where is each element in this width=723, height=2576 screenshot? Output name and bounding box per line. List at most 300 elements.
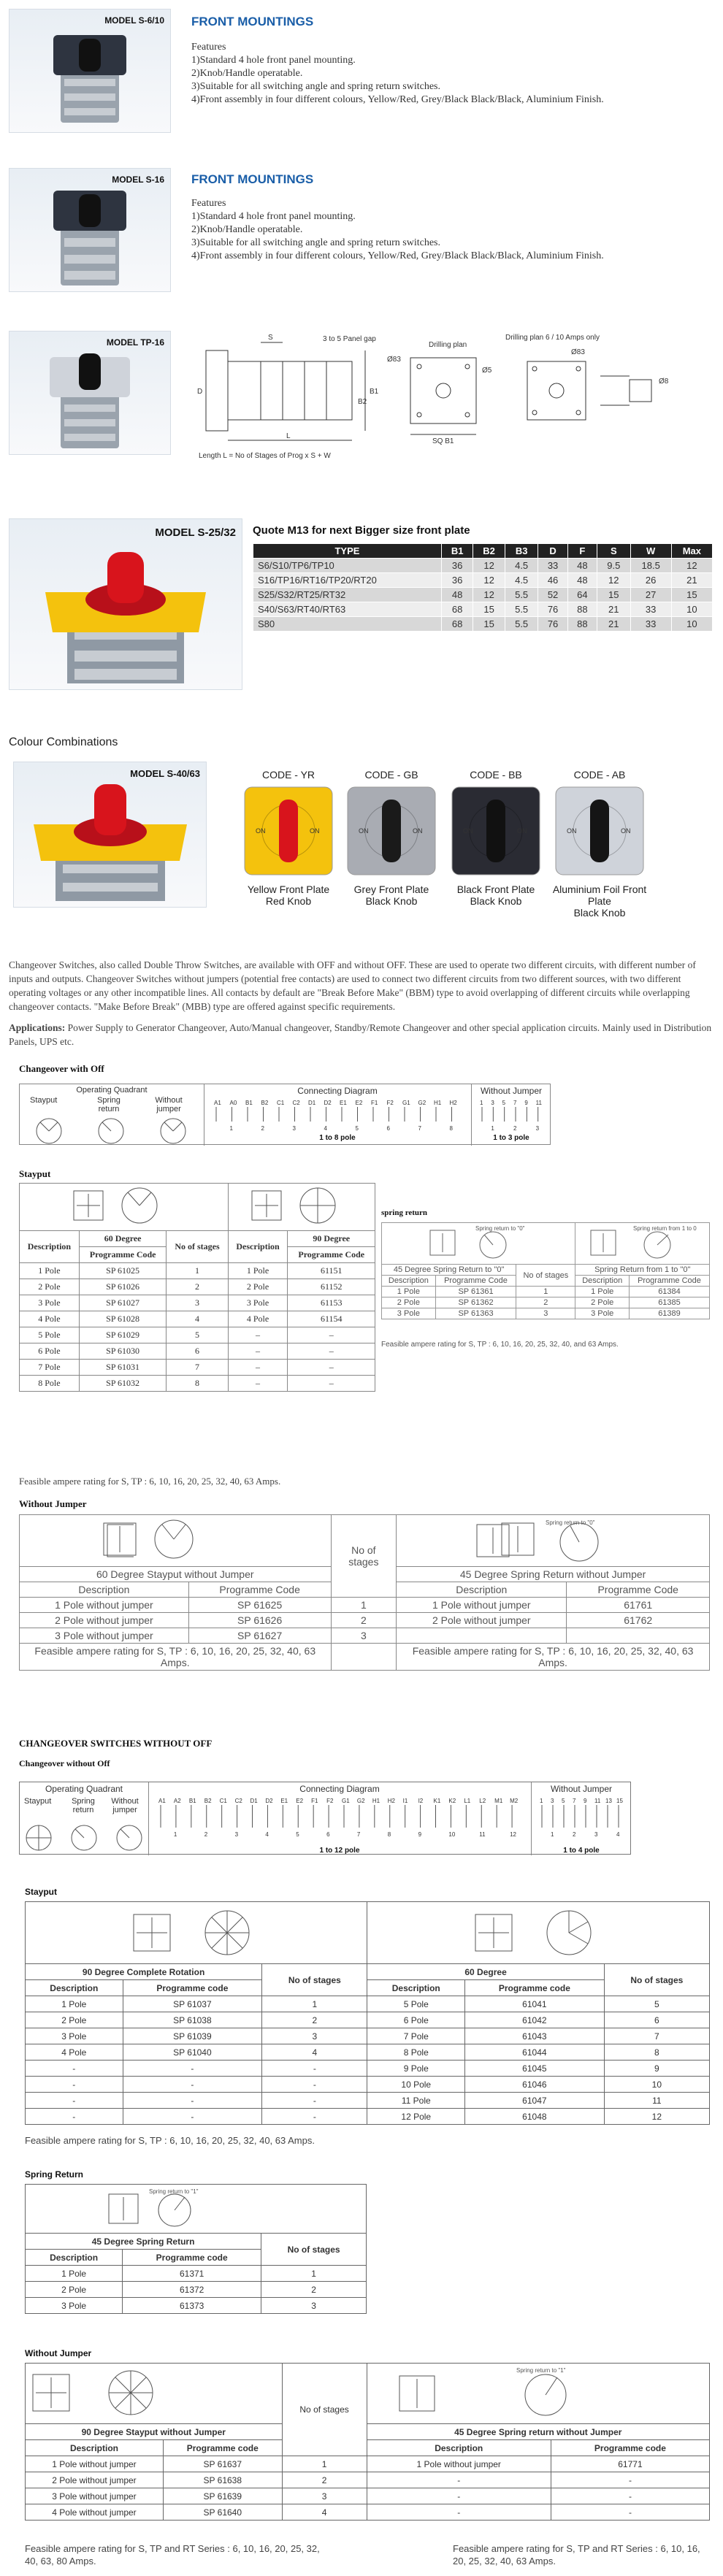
pole-number: 2 <box>513 1125 517 1132</box>
table-cell: 2 <box>516 1297 575 1308</box>
table-cell: – <box>288 1327 375 1343</box>
table-cell: 3 Pole <box>575 1308 630 1319</box>
table-cell: 3 Pole without jumper <box>20 1628 189 1644</box>
stayput-label: Stayput <box>30 1096 58 1105</box>
th-stages: No of stages <box>604 1964 709 1996</box>
dim-d5-label: Ø5 <box>482 367 492 375</box>
table-cell: 1 Pole <box>382 1287 436 1297</box>
th-type: TYPE <box>253 544 442 559</box>
pole-number: 5 <box>296 1831 299 1838</box>
table-cell: 2 Pole <box>26 2282 123 2298</box>
table-cell: - <box>367 2488 551 2504</box>
spec-table-title: Quote M13 for next Bigger size front plate <box>253 524 470 537</box>
th-desc: Description <box>367 2440 551 2456</box>
table-cell: 1 Pole <box>26 1996 123 2012</box>
terminal-label: 5 <box>502 1100 506 1106</box>
product-photo-s16 <box>9 168 171 292</box>
table-cell: 10 <box>671 617 712 632</box>
table-row <box>26 2077 710 2093</box>
icon-cell <box>26 2185 367 2234</box>
svg-text:ON: ON <box>567 827 577 835</box>
table-cell: 18.5 <box>630 559 671 573</box>
spring-return-table <box>381 1222 710 1319</box>
connecting-diagram <box>153 1795 527 1854</box>
table-cell: SP 61625 <box>188 1598 331 1613</box>
colour-code: CODE - GB <box>364 769 418 781</box>
quadrant-icons <box>28 2366 175 2420</box>
stayput-table <box>19 1183 375 1392</box>
spec-rows <box>253 559 713 632</box>
connecting-diagram-svg <box>474 1097 548 1141</box>
table-cell: SP 61626 <box>188 1613 331 1628</box>
pole-caption: 1 to 4 pole <box>563 1847 600 1854</box>
changeover-description <box>9 958 714 1049</box>
table-cell: 3 <box>167 1295 228 1311</box>
table-row <box>20 1376 375 1392</box>
table-cell: 3 <box>261 2298 367 2314</box>
table-cell: 1 <box>167 1263 228 1279</box>
table-row <box>26 2093 710 2109</box>
table-cell: 15 <box>473 602 505 617</box>
cd-title: Connecting Diagram <box>297 1086 378 1096</box>
table-cell: - <box>551 2488 709 2504</box>
table-cell: 4 Pole <box>26 2044 123 2061</box>
table-row <box>26 2061 710 2077</box>
colour-line: Black Knob <box>470 895 522 907</box>
feasible-rating-note: Feasible ampere rating for S, TP : 6, 10, 16, 20, 25, 32, 40, 63 Amps. <box>19 1476 281 1487</box>
table-cell: 4 <box>167 1311 228 1327</box>
features-block <box>191 197 703 263</box>
feasible-rating-note: Feasible ampere rating for S, TP and RT Series : 6, 10, 16, 20, 25, 32, 40, 63 Amps. <box>453 2543 700 2567</box>
table-cell: 33 <box>630 602 671 617</box>
th-desc: Description <box>367 1980 465 1996</box>
table-cell: - <box>551 2472 709 2488</box>
table-cell: SP 61032 <box>79 1376 167 1392</box>
colour-option-code-yr <box>234 769 343 907</box>
terminal-label: C2 <box>292 1100 300 1106</box>
table-cell: S40/S63/RT40/RT63 <box>253 602 442 617</box>
colour-line: Black Front Plate <box>456 883 535 895</box>
dim-d8-label: Ø8 <box>659 377 669 386</box>
pole-number: 8 <box>387 1831 391 1838</box>
table-cell: SP 61638 <box>163 2472 282 2488</box>
table-cell: S25/S32/RT25/RT32 <box>253 588 442 602</box>
table-row <box>253 617 713 632</box>
table-row <box>20 1628 710 1644</box>
table-cell: 5.5 <box>505 588 538 602</box>
table-cell: 61045 <box>465 2061 605 2077</box>
terminal-label: D1 <box>308 1100 316 1106</box>
table-cell: 6 <box>604 2012 709 2028</box>
terminal-label: B2 <box>261 1100 269 1106</box>
table-cell: - <box>262 2061 367 2077</box>
table-cell: 88 <box>567 602 597 617</box>
feature-line: 1)Standard 4 hole front panel mounting. <box>191 55 356 66</box>
terminal-label: I2 <box>418 1798 424 1804</box>
table-cell: 3 Pole <box>382 1308 436 1319</box>
th-desc: Description <box>397 1582 567 1598</box>
table-cell: 33 <box>538 559 567 573</box>
terminal-label: C1 <box>277 1100 285 1106</box>
section-title: FRONT MOUNTINGS <box>191 15 314 28</box>
table-cell: - <box>26 2109 123 2125</box>
table-cell: SP 61038 <box>123 2012 262 2028</box>
terminal-label: A0 <box>229 1100 237 1106</box>
table-cell: 48 <box>567 559 597 573</box>
dim-sq-label: SQ B1 <box>432 437 454 445</box>
table-cell: - <box>26 2093 123 2109</box>
terminal-label: 3 <box>551 1798 554 1804</box>
colour-option-code-bb <box>441 769 551 907</box>
stayput-heading: Stayput <box>19 1168 51 1179</box>
quadrant-icons <box>427 1224 529 1261</box>
table-cell: 12 <box>473 573 505 588</box>
terminal-label: 7 <box>573 1798 576 1804</box>
table-row <box>26 2266 367 2282</box>
switch-front-icon <box>242 785 334 877</box>
table-cell: 1 Pole <box>575 1287 630 1297</box>
model-label: MODEL S-40/63 <box>130 768 200 779</box>
without-jumper-panel <box>471 1084 551 1146</box>
feature-line: 1)Standard 4 hole front panel mounting. <box>191 211 356 222</box>
table-cell: 3 Pole <box>228 1295 288 1311</box>
th-b2: B2 <box>473 544 505 559</box>
th-desc: Description <box>26 2440 164 2456</box>
table-cell: 2 Pole <box>26 2012 123 2028</box>
table-cell: 61373 <box>123 2298 261 2314</box>
terminal-label: 1 <box>480 1100 483 1106</box>
th-stages: No of stages <box>282 2364 367 2456</box>
wj-title: Without Jumper <box>480 1086 543 1096</box>
terminal-label: F2 <box>326 1798 334 1804</box>
th-prog: Programme code <box>123 1980 262 1996</box>
table-row <box>26 2028 710 2044</box>
table-row <box>20 1613 710 1628</box>
terminal-label: G1 <box>342 1798 350 1804</box>
feasible-rating-note: Feasible ampere rating for S, TP and RT Series : 6, 10, 16, 20, 25, 32, 40, 63, 80 Amps. <box>25 2543 320 2567</box>
table-cell: 4.5 <box>505 573 538 588</box>
colour-line: Yellow Front Plate <box>247 883 330 895</box>
section-title: FRONT MOUNTINGS <box>191 172 314 186</box>
icon-cell <box>367 2364 709 2424</box>
table-row <box>20 1327 375 1343</box>
dim-d83b-label: Ø83 <box>571 348 585 356</box>
spring-return-rows <box>26 2266 367 2314</box>
table-cell: - <box>123 2109 262 2125</box>
cd-title: Connecting Diagram <box>299 1784 380 1794</box>
th-60: 60 Degree <box>79 1231 167 1247</box>
th-d: D <box>538 544 567 559</box>
colour-line: Black Knob <box>573 907 626 919</box>
table-cell: SP 61639 <box>163 2488 282 2504</box>
table-cell: SP 61029 <box>79 1327 167 1343</box>
operating-quadrant-panel <box>20 1084 204 1146</box>
th-desc: Description <box>575 1276 630 1287</box>
table-row <box>26 2488 710 2504</box>
table-row <box>26 2456 710 2472</box>
colour-code: CODE - AB <box>573 769 626 781</box>
dim-length-label: Length L = No of Stages of Prog x S + W <box>199 452 331 460</box>
oq-title: Operating Quadrant <box>76 1086 148 1095</box>
th-prog: Programme code <box>551 2440 709 2456</box>
feature-line: 2)Knob/Handle operatable. <box>191 68 303 79</box>
switch-front-icon <box>345 785 437 877</box>
dim-l-label: L <box>286 432 291 440</box>
table-cell: 4 <box>282 2504 367 2521</box>
table-cell: 8 Pole <box>20 1376 80 1392</box>
terminal-label: M1 <box>494 1798 503 1804</box>
features-block <box>191 41 703 107</box>
dim-d83-label: Ø83 <box>387 356 401 364</box>
without-jumper-heading: Without Jumper <box>25 2348 92 2358</box>
table-cell: 15 <box>473 617 505 632</box>
table-cell: 61047 <box>465 2093 605 2109</box>
table-cell: 12 <box>473 588 505 602</box>
table-cell: 1 Pole <box>20 1263 80 1279</box>
wj-icons-left <box>102 1519 197 1564</box>
terminal-label: 5 <box>562 1798 565 1804</box>
quadrant-icons <box>250 1185 353 1226</box>
th-60: 60 Degree <box>367 1964 604 1980</box>
th-stages: No of stages <box>262 1964 367 1996</box>
table-cell: 33 <box>630 617 671 632</box>
icon-cell <box>26 2364 283 2424</box>
terminal-label: H1 <box>434 1100 442 1106</box>
table-row <box>26 2044 710 2061</box>
switch-illustration <box>42 353 137 452</box>
table-cell: 5.5 <box>505 617 538 632</box>
table-cell: 52 <box>538 588 567 602</box>
table-cell: - <box>123 2093 262 2109</box>
pole-number: 3 <box>234 1831 239 1838</box>
dimension-table <box>253 543 713 632</box>
table-cell: 61389 <box>629 1308 709 1319</box>
table-cell: 12 <box>671 559 712 573</box>
dim-b1-label: B1 <box>370 388 379 396</box>
spring-return-heading: spring return <box>381 1208 428 1217</box>
th-prog: Programme Code <box>79 1247 167 1263</box>
table-row <box>26 2504 710 2521</box>
table-row <box>26 2109 710 2125</box>
table-cell: SP 61026 <box>79 1279 167 1295</box>
pole-number: 1 <box>229 1125 233 1132</box>
table-row <box>26 2298 367 2314</box>
th-90: 90 Degree Stayput without Jumper <box>26 2424 283 2440</box>
terminal-label: L1 <box>464 1798 471 1804</box>
table-cell: – <box>228 1327 288 1343</box>
sr-icon-cell <box>382 1223 575 1265</box>
table-cell: - <box>123 2077 262 2093</box>
table-cell: 2 Pole <box>382 1297 436 1308</box>
table-cell: SP 61361 <box>435 1287 516 1297</box>
table-cell: 5 Pole <box>367 1996 465 2012</box>
th-f: F <box>567 544 597 559</box>
terminal-label: L2 <box>479 1798 486 1804</box>
table-cell: 6 <box>167 1343 228 1360</box>
table-cell: 2 <box>331 1613 397 1628</box>
table-row <box>253 559 713 573</box>
changeover-with-off-heading: Changeover with Off <box>19 1063 104 1074</box>
terminal-label: C1 <box>219 1798 227 1804</box>
table-cell: – <box>288 1376 375 1392</box>
table-cell: 26 <box>630 573 671 588</box>
table-cell: 12 <box>597 573 630 588</box>
table-cell: S16/TP16/RT16/TP20/RT20 <box>253 573 442 588</box>
table-cell: 61041 <box>465 1996 605 2012</box>
table-cell: 21 <box>671 573 712 588</box>
table-cell: 1 <box>516 1287 575 1297</box>
table-cell: 46 <box>538 573 567 588</box>
table-cell: 68 <box>441 602 473 617</box>
icon-cell <box>367 1902 710 1964</box>
table-cell: 1 Pole <box>228 1263 288 1279</box>
features-title: Features <box>191 198 226 209</box>
colour-option-code-gb <box>337 769 446 907</box>
dim-gap-label: 3 to 5 Panel gap <box>323 335 376 343</box>
table-row <box>26 2012 710 2028</box>
table-row <box>20 1295 375 1311</box>
terminal-label: H1 <box>372 1798 380 1804</box>
table-cell: SP 61040 <box>123 2044 262 2061</box>
terminal-label: C2 <box>234 1798 242 1804</box>
th-b3: B3 <box>505 544 538 559</box>
stayput-90-icon-cell <box>228 1184 375 1231</box>
product-photo-s40-63 <box>13 762 207 908</box>
table-cell <box>567 1628 710 1644</box>
table-cell: 61153 <box>288 1295 375 1311</box>
switch-front-icon <box>450 785 542 877</box>
terminal-label: 3 <box>491 1100 494 1106</box>
terminal-label: A1 <box>214 1100 221 1106</box>
terminal-label: G1 <box>402 1100 410 1106</box>
sr-label: Spring return to "1" <box>149 2188 199 2195</box>
table-cell: SP 61627 <box>188 1628 331 1644</box>
quadrant-icons <box>588 1224 697 1261</box>
svg-text:ON: ON <box>310 827 320 835</box>
table-cell: - <box>26 2061 123 2077</box>
table-cell: – <box>228 1360 288 1376</box>
colour-line: Aluminium Foil Front Plate <box>552 883 647 907</box>
th-desc: Description <box>382 1276 436 1287</box>
table-cell: SP 61037 <box>123 1996 262 2012</box>
table-cell: 2 <box>167 1279 228 1295</box>
colour-line: Black Knob <box>365 895 418 907</box>
terminal-label: E1 <box>340 1100 347 1106</box>
table-cell: 2 Pole without jumper <box>26 2472 164 2488</box>
table-cell: – <box>228 1376 288 1392</box>
applications-label: Applications: <box>9 1022 66 1033</box>
icon-cell <box>26 1902 367 1964</box>
table-cell: 1 Pole without jumper <box>397 1598 567 1613</box>
table-cell: 61154 <box>288 1311 375 1327</box>
table-cell: 8 <box>604 2044 709 2061</box>
table-cell: SP 61028 <box>79 1311 167 1327</box>
table-cell: 36 <box>441 559 473 573</box>
terminal-label: A1 <box>158 1798 166 1804</box>
pole-number: 4 <box>616 1831 620 1838</box>
th-45: 45 Degree Spring Return without Jumper <box>397 1567 710 1582</box>
colour-line: Red Knob <box>265 895 312 907</box>
quadrant-icons <box>72 1185 175 1226</box>
table-cell: 61761 <box>567 1598 710 1613</box>
terminal-label: 1 <box>540 1798 543 1804</box>
table-cell: 61385 <box>629 1297 709 1308</box>
colour-line: Grey Front Plate <box>353 883 429 895</box>
table-cell: SP 61363 <box>435 1308 516 1319</box>
applications-text: Power Supply to Generator Changeover, Auto/Manual changeover, Standby/Remote Changeover and other special application circuits. Mainly used in Distribution Panels, UPS etc. <box>9 1022 712 1047</box>
spring-label: Spring return <box>72 1797 95 1814</box>
stayput-rows <box>26 1996 710 2125</box>
terminal-label: K2 <box>448 1798 456 1804</box>
switch-illustration <box>46 191 134 289</box>
table-cell: S6/S10/TP6/TP10 <box>253 559 442 573</box>
table-row <box>20 1360 375 1376</box>
th-desc: Description <box>26 1980 123 1996</box>
table-cell: 4.5 <box>505 559 538 573</box>
table-cell: 1 <box>331 1598 397 1613</box>
oq-title: Operating Quadrant <box>45 1784 123 1794</box>
th-stages: No of stages <box>516 1265 575 1287</box>
sr-label: Spring return to "0" <box>546 1519 595 1526</box>
terminal-label: E2 <box>355 1100 363 1106</box>
dim-s-label: S <box>268 334 273 342</box>
table-cell: 1 Pole without jumper <box>20 1598 189 1613</box>
th-desc: Description <box>228 1231 288 1263</box>
table-cell <box>397 1628 567 1644</box>
feasible-rating-note: Feasible ampere rating for S, TP : 6, 10, 16, 20, 25, 32, 40, 63 Amps. <box>397 1644 710 1671</box>
table-cell: 3 Pole <box>26 2298 123 2314</box>
pole-number: 6 <box>386 1125 390 1132</box>
table-cell: 2 <box>282 2472 367 2488</box>
terminal-label: E1 <box>280 1798 288 1804</box>
terminal-label: F2 <box>386 1100 394 1106</box>
switch-illustration <box>38 548 213 687</box>
table-cell: 61152 <box>288 1279 375 1295</box>
connecting-diagram <box>208 1097 467 1141</box>
feasible-rating-note: Feasible ampere rating for S, TP : 6, 10, 16, 20, 25, 32, 40, 63 Amps. <box>20 1644 332 1671</box>
table-cell: 21 <box>597 602 630 617</box>
table-cell: 11 Pole <box>367 2093 465 2109</box>
terminal-label: E2 <box>296 1798 304 1804</box>
table-cell: 1 Pole <box>26 2266 123 2282</box>
table-cell: SP 61039 <box>123 2028 262 2044</box>
th-60: 60 Degree Stayput without Jumper <box>20 1567 332 1582</box>
table-cell: 36 <box>441 573 473 588</box>
stayput-rows <box>20 1263 375 1392</box>
table-row <box>253 573 713 588</box>
pole-number: 7 <box>356 1831 361 1838</box>
table-cell: - <box>262 2077 367 2093</box>
colour-option-code-ab <box>545 769 654 919</box>
connecting-diagram-svg <box>534 1795 629 1854</box>
table-cell: - <box>26 2077 123 2093</box>
th-prog: Programme code <box>163 2440 282 2456</box>
sr-label: Spring return to "0" <box>475 1224 525 1232</box>
model-label: MODEL S-25/32 <box>155 526 236 539</box>
stayput-heading: Stayput <box>25 1887 58 1897</box>
th-prog: Programme code <box>123 2250 261 2266</box>
terminal-label: G2 <box>356 1798 365 1804</box>
table-cell: 12 Pole <box>367 2109 465 2125</box>
table-cell: 76 <box>538 602 567 617</box>
table-cell: 3 Pole <box>20 1295 80 1311</box>
table-cell: 5 <box>167 1327 228 1343</box>
table-cell: 1 Pole without jumper <box>26 2456 164 2472</box>
stayput-table-2 <box>25 1901 710 2125</box>
svg-text:ON: ON <box>463 827 473 835</box>
operating-quadrant-panel <box>20 1782 149 1855</box>
dimension-drawing <box>191 332 695 467</box>
